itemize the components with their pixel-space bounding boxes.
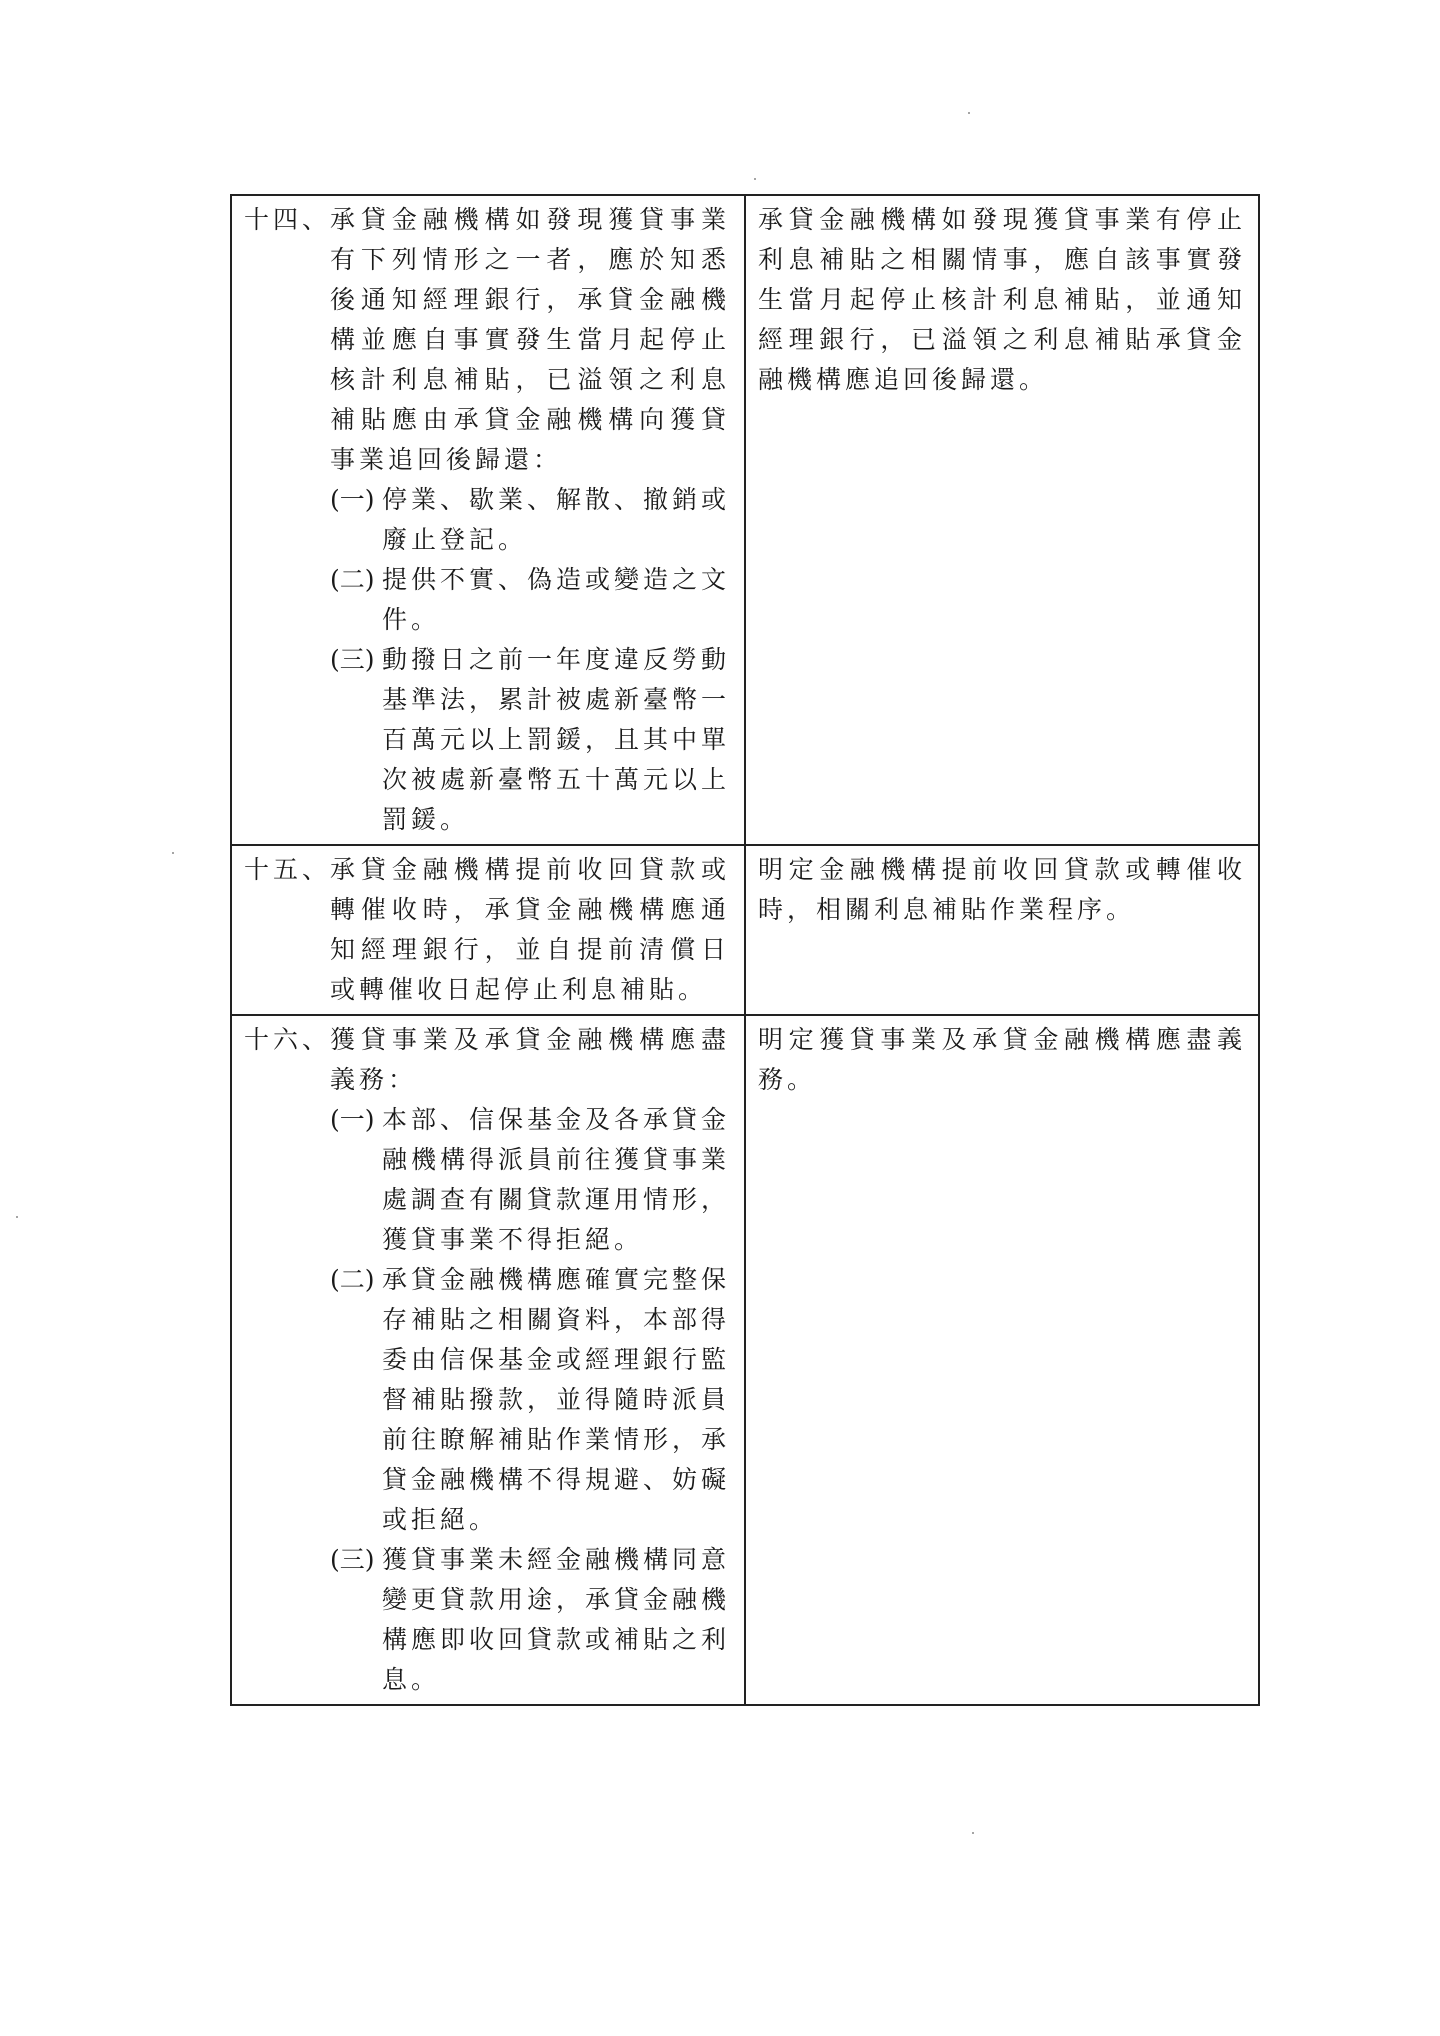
item-text: 本部、信保基金及各承貸金融機構得派員前往獲貸事業處調查有關貸款運用情形，獲貸事業不得拒絕。 — [382, 1105, 731, 1254]
article-text: 獲貸事業及承貸金融機構應盡義務： — [330, 1025, 730, 1094]
item-text: 停業、歇業、解散、撤銷或廢止登記。 — [382, 485, 731, 554]
item-number: (二) — [330, 1265, 375, 1294]
item-number: (一) — [330, 1105, 375, 1134]
article-cell — [231, 845, 745, 1015]
reason-cell — [745, 845, 1259, 1015]
article-text: 承貸金融機構提前收回貸款或轉催收時，承貸金融機構應通知經理銀行，並自提前清償日或轉催收日起停止利息補貼。 — [330, 855, 730, 1004]
scan-speck — [968, 112, 970, 114]
scan-speck — [972, 1832, 974, 1834]
reason-cell — [745, 195, 1259, 845]
regulation-comparison-table — [230, 194, 1260, 1706]
reason-text: 明定獲貸事業及承貸金融機構應盡義務。 — [758, 1025, 1246, 1094]
article-number: 十六、 — [244, 1025, 332, 1054]
item-text: 承貸金融機構應確實完整保存補貼之相關資料，本部得委由信保基金或經理銀行監督補貼撥款，並得隨時派員前往瞭解補貼作業情形，承貸金融機構不得規避、妨礙或拒絕。 — [382, 1265, 731, 1534]
reason-cell — [745, 1015, 1259, 1705]
article-text: 承貸金融機構如發現獲貸事業有下列情形之一者，應於知悉後通知經理銀行，承貸金融機構並應自事實發生當月起停止核計利息補貼，已溢領之利息補貼應由承貸金融機構向獲貸事業追回後歸還： — [330, 205, 730, 474]
list-item — [330, 480, 730, 560]
article-cell — [231, 195, 745, 845]
reason-text: 承貸金融機構如發現獲貸事業有停止利息補貼之相關情事，應自該事實發生當月起停止核計利息補貼，並通知經理銀行，已溢領之利息補貼承貸金融機構應追回後歸還。 — [758, 205, 1246, 394]
item-text: 動撥日之前一年度違反勞動基準法，累計被處新臺幣一百萬元以上罰鍰，且其中單次被處新臺幣五十萬元以上罰鍰。 — [382, 645, 731, 834]
list-item — [330, 560, 730, 640]
article-number: 十四、 — [244, 205, 332, 234]
item-number: (三) — [330, 645, 375, 674]
item-text: 獲貸事業未經金融機構同意變更貸款用途，承貸金融機構應即收回貸款或補貼之利息。 — [382, 1545, 731, 1694]
scan-speck — [172, 852, 174, 854]
list-item — [330, 1540, 730, 1700]
reason-text: 明定金融機構提前收回貸款或轉催收時，相關利息補貼作業程序。 — [758, 855, 1246, 924]
list-item — [330, 1100, 730, 1260]
article-items — [330, 480, 730, 840]
item-number: (一) — [330, 485, 375, 514]
table-row — [231, 845, 1259, 1015]
scan-speck — [754, 178, 756, 180]
list-item — [330, 1260, 730, 1540]
article-items — [330, 1100, 730, 1700]
item-text: 提供不實、偽造或變造之文件。 — [382, 565, 731, 634]
list-item — [330, 640, 730, 840]
article-cell — [231, 1015, 745, 1705]
article-number: 十五、 — [244, 855, 332, 884]
scan-speck — [16, 1216, 18, 1218]
table-row — [231, 1015, 1259, 1705]
item-number: (三) — [330, 1545, 375, 1574]
item-number: (二) — [330, 565, 375, 594]
table-row — [231, 195, 1259, 845]
